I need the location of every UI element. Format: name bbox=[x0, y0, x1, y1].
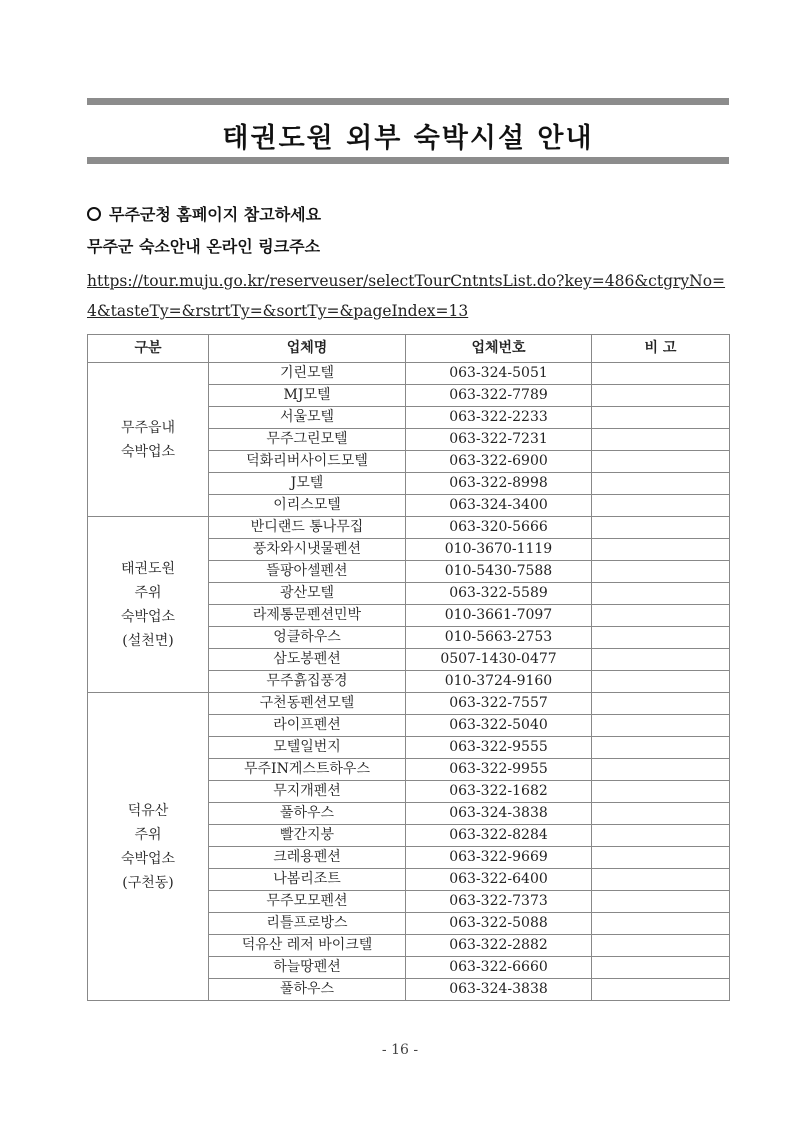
region-label: (구천동) bbox=[122, 874, 174, 891]
remarks-cell bbox=[592, 891, 730, 913]
remarks-cell bbox=[592, 671, 730, 693]
remarks-cell bbox=[592, 429, 730, 451]
remarks-cell bbox=[592, 649, 730, 671]
remarks-cell bbox=[592, 913, 730, 935]
table-row bbox=[88, 363, 730, 385]
phone-number-cell: 010-5663-2753 bbox=[406, 627, 592, 649]
remarks-cell bbox=[592, 869, 730, 891]
region-label: (설천면) bbox=[122, 632, 174, 649]
remarks-cell bbox=[592, 825, 730, 847]
table-row bbox=[88, 693, 730, 715]
title-box bbox=[87, 98, 729, 164]
phone-number-cell: 063-324-3838 bbox=[406, 803, 592, 825]
business-name-cell: 풀하우스 bbox=[209, 803, 406, 825]
title-bottom-bar bbox=[87, 157, 729, 164]
phone-number-cell: 010-5430-7588 bbox=[406, 561, 592, 583]
remarks-cell bbox=[592, 605, 730, 627]
title-top-bar bbox=[87, 98, 729, 105]
notice-text: 무주군청 홈페이지 참고하세요 bbox=[109, 205, 322, 224]
phone-number-cell: 063-322-7231 bbox=[406, 429, 592, 451]
remarks-cell bbox=[592, 363, 730, 385]
remarks-cell bbox=[592, 495, 730, 517]
page-title: 태권도원 외부 숙박시설 안내 bbox=[222, 123, 594, 154]
phone-number-cell: 063-322-2233 bbox=[406, 407, 592, 429]
business-name-cell: 이리스모텔 bbox=[209, 495, 406, 517]
business-name-cell: 빨간지붕 bbox=[209, 825, 406, 847]
business-name-cell: 크레용펜션 bbox=[209, 847, 406, 869]
region-label: 숙박업소 bbox=[120, 443, 176, 460]
phone-number-cell: 063-322-8284 bbox=[406, 825, 592, 847]
notice-line bbox=[87, 202, 321, 225]
phone-number-cell: 063-322-9555 bbox=[406, 737, 592, 759]
remarks-cell bbox=[592, 715, 730, 737]
phone-number-cell: 063-322-5040 bbox=[406, 715, 592, 737]
business-name-cell: 하늘땅펜션 bbox=[209, 957, 406, 979]
business-name-cell: 덕화리버사이드모텔 bbox=[209, 451, 406, 473]
business-name-cell: 덕유산 레저 바이크텔 bbox=[209, 935, 406, 957]
remarks-cell bbox=[592, 583, 730, 605]
business-name-cell: 광산모텔 bbox=[209, 583, 406, 605]
region-cell bbox=[88, 693, 209, 1001]
lodging-table bbox=[87, 334, 730, 1001]
phone-number-cell: 063-324-5051 bbox=[406, 363, 592, 385]
business-name-cell: 모텔일번지 bbox=[209, 737, 406, 759]
business-name-cell: 구천동펜션모텔 bbox=[209, 693, 406, 715]
region-label: 태권도원 bbox=[120, 560, 176, 577]
table-header-row bbox=[88, 335, 730, 363]
phone-number-cell: 063-324-3838 bbox=[406, 979, 592, 1001]
phone-number-cell: 063-322-6900 bbox=[406, 451, 592, 473]
circle-bullet-icon bbox=[87, 207, 101, 221]
region-label: 숙박업소 bbox=[120, 608, 176, 625]
business-name-cell: 반디랜드 통나무집 bbox=[209, 517, 406, 539]
business-name-cell: 무지개펜션 bbox=[209, 781, 406, 803]
phone-number-cell: 063-322-5589 bbox=[406, 583, 592, 605]
business-name-cell: 풀하우스 bbox=[209, 979, 406, 1001]
phone-number-cell: 0507-1430-0477 bbox=[406, 649, 592, 671]
region-cell bbox=[88, 363, 209, 517]
business-name-cell: 라제통문펜션민박 bbox=[209, 605, 406, 627]
phone-number-cell: 010-3724-9160 bbox=[406, 671, 592, 693]
link-heading: 무주군 숙소안내 온라인 링크주소 bbox=[87, 237, 321, 256]
page-number: - 16 - bbox=[381, 1042, 419, 1058]
phone-number-cell: 063-322-6660 bbox=[406, 957, 592, 979]
phone-number-cell: 063-322-9955 bbox=[406, 759, 592, 781]
phone-number-cell: 063-322-7373 bbox=[406, 891, 592, 913]
business-name-cell: MJ모텔 bbox=[209, 385, 406, 407]
business-name-cell: 엉클하우스 bbox=[209, 627, 406, 649]
business-name-cell: 풍차와시냇물펜션 bbox=[209, 539, 406, 561]
remarks-cell bbox=[592, 759, 730, 781]
business-name-cell: J모텔 bbox=[209, 473, 406, 495]
remarks-cell bbox=[592, 979, 730, 1001]
region-cell bbox=[88, 517, 209, 693]
remarks-cell bbox=[592, 539, 730, 561]
phone-number-cell: 063-322-7557 bbox=[406, 693, 592, 715]
remarks-cell bbox=[592, 935, 730, 957]
phone-number-cell: 010-3670-1119 bbox=[406, 539, 592, 561]
phone-number-cell: 063-322-9669 bbox=[406, 847, 592, 869]
remarks-cell bbox=[592, 737, 730, 759]
phone-number-cell: 063-322-1682 bbox=[406, 781, 592, 803]
phone-number-cell: 063-322-7789 bbox=[406, 385, 592, 407]
business-name-cell: 삼도봉펜션 bbox=[209, 649, 406, 671]
remarks-cell bbox=[592, 957, 730, 979]
business-name-cell: 무주모모펜션 bbox=[209, 891, 406, 913]
header-phone-number: 업체번호 bbox=[406, 335, 592, 363]
region-label: 덕유산 bbox=[127, 802, 169, 819]
header-business-name: 업체명 bbox=[209, 335, 406, 363]
phone-number-cell: 063-324-3400 bbox=[406, 495, 592, 517]
phone-number-cell: 063-322-2882 bbox=[406, 935, 592, 957]
business-name-cell: 리틀프로방스 bbox=[209, 913, 406, 935]
region-label: 주위 bbox=[134, 826, 162, 843]
business-name-cell: 무주IN게스트하우스 bbox=[209, 759, 406, 781]
phone-number-cell: 063-322-5088 bbox=[406, 913, 592, 935]
region-label: 무주읍내 bbox=[120, 419, 176, 436]
lodging-table-body bbox=[88, 363, 730, 1001]
remarks-cell bbox=[592, 407, 730, 429]
phone-number-cell: 063-322-6400 bbox=[406, 869, 592, 891]
business-name-cell: 무주흙집풍경 bbox=[209, 671, 406, 693]
region-label: 숙박업소 bbox=[120, 850, 176, 867]
phone-number-cell: 063-322-8998 bbox=[406, 473, 592, 495]
lodging-url-link[interactable]: https://tour.muju.go.kr/reserveuser/selectTourCntntsList.do?key=486&ctgryNo=4&tasteTy=&rstrtTy=&sortTy=&pageIndex=13 bbox=[87, 272, 726, 320]
business-name-cell: 나봄리조트 bbox=[209, 869, 406, 891]
remarks-cell bbox=[592, 781, 730, 803]
remarks-cell bbox=[592, 385, 730, 407]
remarks-cell bbox=[592, 561, 730, 583]
remarks-cell bbox=[592, 847, 730, 869]
phone-number-cell: 010-3661-7097 bbox=[406, 605, 592, 627]
table-row bbox=[88, 517, 730, 539]
remarks-cell bbox=[592, 517, 730, 539]
business-name-cell: 무주그린모텔 bbox=[209, 429, 406, 451]
business-name-cell: 뜰팡아셀펜션 bbox=[209, 561, 406, 583]
remarks-cell bbox=[592, 693, 730, 715]
remarks-cell bbox=[592, 451, 730, 473]
header-remarks: 비 고 bbox=[592, 335, 730, 363]
phone-number-cell: 063-320-5666 bbox=[406, 517, 592, 539]
region-label: 주위 bbox=[134, 584, 162, 601]
remarks-cell bbox=[592, 473, 730, 495]
remarks-cell bbox=[592, 627, 730, 649]
header-category: 구분 bbox=[88, 335, 209, 363]
remarks-cell bbox=[592, 803, 730, 825]
business-name-cell: 라이프펜션 bbox=[209, 715, 406, 737]
business-name-cell: 서울모텔 bbox=[209, 407, 406, 429]
business-name-cell: 기린모텔 bbox=[209, 363, 406, 385]
